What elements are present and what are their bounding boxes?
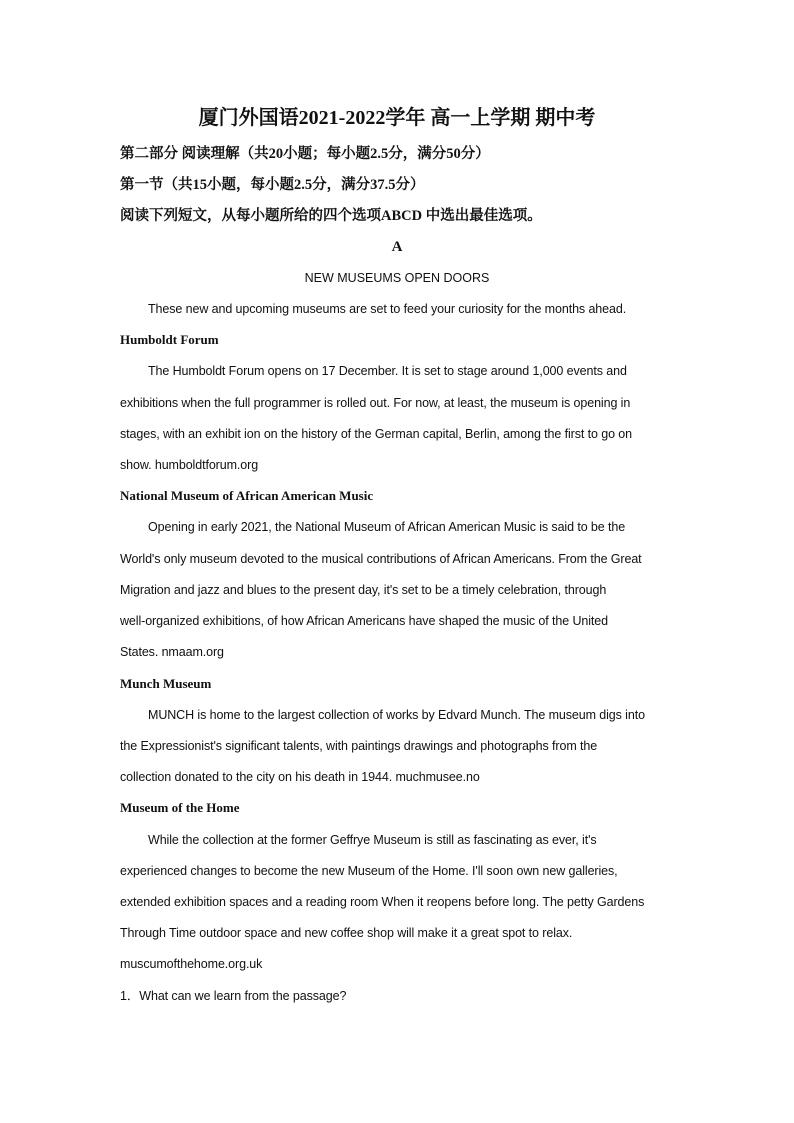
question-item xyxy=(120,988,346,1004)
paragraph-line: While the collection at the former Geffrye Museum is still as fascinating as ever, it's xyxy=(148,833,597,847)
passage-title: NEW MUSEUMS OPEN DOORS xyxy=(304,271,490,285)
paragraph-line: extended exhibition spaces and a reading room When it reopens before long. The petty Gardens xyxy=(120,895,645,909)
paragraph-line: MUNCH is home to the largest collection of works by Edvard Munch. The museum digs into xyxy=(148,708,645,722)
section-instruction: 第一节（共15小题，每小题2.5分，满分37.5分） xyxy=(120,177,425,193)
paragraph-line: Migration and jazz and blues to the present day, it's set to be a timely celebration, through xyxy=(120,583,607,597)
section-heading: Humboldt Forum xyxy=(120,332,219,347)
question-text: What can we learn from the passage? xyxy=(139,989,347,1003)
paragraph-line: exhibitions when the full programmer is rolled out. For now, at least, the museum is opening in xyxy=(120,396,631,410)
paragraph-line: collection donated to the city on his death in 1944. muchmusee.no xyxy=(120,770,480,784)
section-heading: Munch Museum xyxy=(120,676,212,691)
paragraph-line: muscumofthehome.org.uk xyxy=(120,957,263,971)
passage-letter: A xyxy=(391,239,403,255)
paragraph-line: show. humboldtforum.org xyxy=(120,458,259,472)
section-heading: National Museum of African American Music xyxy=(120,488,374,503)
paragraph-line: experienced changes to become the new Museum of the Home. I'll soon own new galleries, xyxy=(120,864,618,878)
paragraph-line: Opening in early 2021, the National Museum of African American Music is said to be the xyxy=(148,520,626,534)
paragraph-line: World's only museum devoted to the musical contributions of African Americans. From the Great xyxy=(120,552,642,566)
paragraph-line: Through Time outdoor space and new coffee shop will make it a great spot to relax. xyxy=(120,926,573,940)
paragraph-line: States. nmaam.org xyxy=(120,645,224,659)
page-title: 厦门外国语2021-2022学年 高一上学期 期中考 xyxy=(198,107,596,129)
paragraph-line: The Humboldt Forum opens on 17 December. It is set to stage around 1,000 events and xyxy=(148,364,627,378)
direction-instruction: 阅读下列短文，从每小题所给的四个选项ABCD 中选出最佳选项。 xyxy=(120,208,542,224)
paragraph-line: well-organized exhibitions, of how African Americans have shaped the music of the United xyxy=(120,614,609,628)
part-instruction: 第二部分 阅读理解（共20小题；每小题2.5分，满分50分） xyxy=(120,146,490,162)
paragraph-line: stages, with an exhibit ion on the history of the German capital, Berlin, among the first to go on xyxy=(120,427,633,441)
paragraph-line: the Expressionist's significant talents, with paintings drawings and photographs from the xyxy=(120,739,598,753)
question-number: 1． xyxy=(120,989,140,1003)
passage-intro: These new and upcoming museums are set to feed your curiosity for the months ahead. xyxy=(148,302,627,316)
section-heading: Museum of the Home xyxy=(120,800,240,815)
